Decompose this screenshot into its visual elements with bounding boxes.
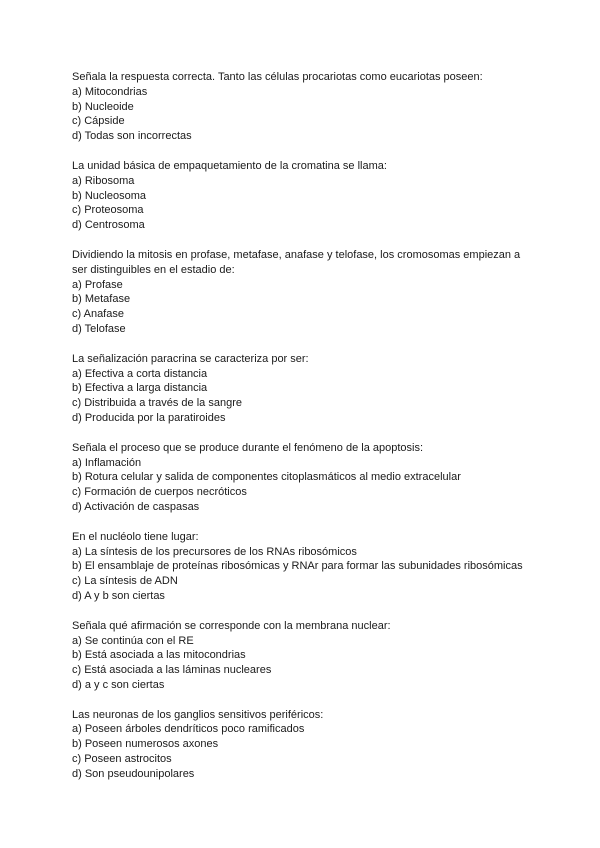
option-d: d) a y c son ciertas (72, 678, 165, 691)
option-c: c) Poseen astrocitos (72, 753, 172, 766)
option-b: b) Nucleosoma (72, 189, 146, 202)
question-text: Dividiendo la mitosis en profase, metafase, anafase y telofase, los cromosomas empiezan a ser distinguibles en el estadio de: (72, 248, 521, 276)
option-d: d) Producida por la paratiroides (72, 411, 226, 424)
question-text: Las neuronas de los ganglios sensitivos periféricos: (72, 708, 324, 721)
option-c: c) Anafase (72, 308, 124, 321)
option-a: a) Inflamación (72, 456, 142, 469)
question-7 (72, 619, 540, 693)
question-text: La señalización paracrina se caracteriza por ser: (72, 352, 309, 365)
option-b: b) Efectiva a larga distancia (72, 382, 208, 395)
question-text: Señala qué afirmación se corresponde con la membrana nuclear: (72, 619, 391, 632)
option-b: b) Metafase (72, 293, 131, 306)
option-a: a) Mitocondrias (72, 85, 148, 98)
option-b: b) Nucleoide (72, 100, 134, 113)
option-d: d) Telofase (72, 322, 126, 335)
option-c: c) Cápside (72, 115, 125, 128)
option-c: c) La síntesis de ADN (72, 575, 178, 588)
option-a: a) Ribosoma (72, 174, 135, 187)
question-4 (72, 352, 540, 426)
option-d: d) Son pseudounipolares (72, 767, 195, 780)
option-b: b) Rotura celular y salida de componentes citoplasmáticos al medio extracelular (72, 471, 461, 484)
option-a: a) Se continúa con el RE (72, 634, 194, 647)
question-1 (72, 70, 540, 144)
option-a: a) Efectiva a corta distancia (72, 367, 208, 380)
option-c: c) Está asociada a las láminas nucleares (72, 664, 272, 677)
option-b: b) Está asociada a las mitocondrias (72, 649, 246, 662)
option-d: d) Activación de caspasas (72, 500, 200, 513)
question-3 (72, 248, 540, 337)
option-d: d) A y b son ciertas (72, 589, 165, 602)
option-a: a) La síntesis de los precursores de los RNAs ribosómicos (72, 545, 357, 558)
question-5 (72, 441, 540, 515)
question-text: La unidad básica de empaquetamiento de la cromatina se llama: (72, 159, 387, 172)
option-d: d) Todas son incorrectas (72, 130, 192, 143)
option-c: c) Proteosoma (72, 204, 144, 217)
question-text: Señala el proceso que se produce durante el fenómeno de la apoptosis: (72, 441, 424, 454)
option-b: b) Poseen numerosos axones (72, 738, 219, 751)
option-a: a) Poseen árboles dendríticos poco ramificados (72, 723, 305, 736)
question-text: Señala la respuesta correcta. Tanto las células procariotas como eucariotas poseen: (72, 71, 483, 83)
question-text: En el nucléolo tiene lugar: (72, 530, 199, 543)
option-c: c) Formación de cuerpos necróticos (72, 486, 247, 499)
option-b: b) El ensamblaje de proteínas ribosómicas y RNAr para formar las subunidades ribosómicas (72, 560, 523, 573)
option-a: a) Profase (72, 278, 123, 291)
option-d: d) Centrosoma (72, 219, 145, 232)
question-8 (72, 708, 540, 782)
question-2 (72, 159, 540, 233)
option-c: c) Distribuida a través de la sangre (72, 397, 242, 410)
question-6 (72, 530, 540, 604)
